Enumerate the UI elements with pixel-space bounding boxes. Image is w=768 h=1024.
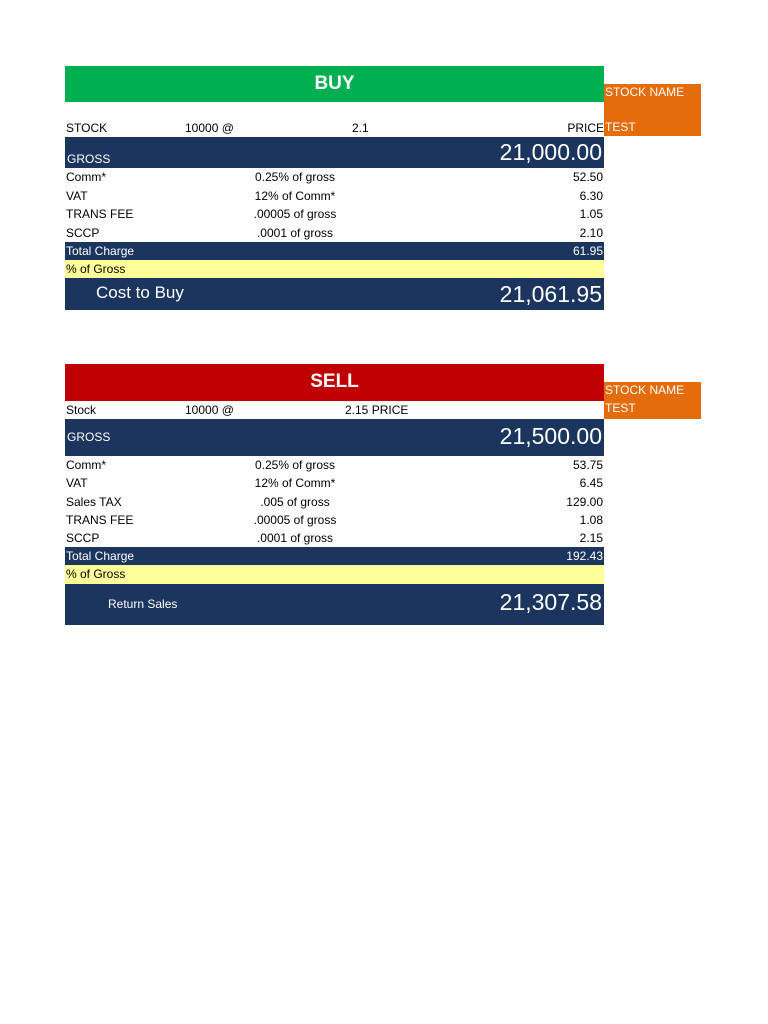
buy-result-label: Cost to Buy xyxy=(96,283,184,302)
buy-price: 2.1 xyxy=(352,121,369,135)
sell-stock-label: Stock xyxy=(66,403,97,417)
sell-price-text: 2.15 PRICE xyxy=(345,403,409,417)
charge-label: VAT xyxy=(66,188,88,203)
buy-gross-label: GROSS xyxy=(67,152,111,166)
buy-percent-label: % of Gross xyxy=(66,262,126,276)
sell-charge-row xyxy=(65,511,604,529)
buy-percent-row xyxy=(65,260,604,278)
sell-result-row xyxy=(65,584,604,625)
buy-charge-row xyxy=(65,224,604,243)
buy-price-label: PRICE xyxy=(567,121,604,135)
sell-percent-label: % of Gross xyxy=(66,567,126,581)
charge-label: Comm* xyxy=(66,170,107,184)
buy-quantity: 10000 @ xyxy=(185,121,234,135)
sell-total-row xyxy=(65,547,604,565)
charge-amount: 2.10 xyxy=(579,225,603,240)
buy-charge-row xyxy=(65,168,604,187)
charge-label: SCCP xyxy=(66,225,100,240)
sell-stock-name-value: TEST xyxy=(605,401,636,415)
charge-label: Comm* xyxy=(66,458,107,472)
charge-rate: 12% of Comm* xyxy=(254,188,336,203)
buy-charge-row xyxy=(65,205,604,224)
buy-stock-name-cell[interactable] xyxy=(604,84,701,136)
charge-amount: 1.05 xyxy=(579,207,603,221)
sell-charge-row xyxy=(65,529,604,547)
buy-total-label: Total Charge xyxy=(66,244,135,258)
buy-result-value: 21,061.95 xyxy=(499,281,602,307)
buy-gross-row xyxy=(65,137,604,168)
buy-header: BUY xyxy=(65,66,604,102)
sell-gross-row xyxy=(65,419,604,456)
sell-header: SELL xyxy=(65,364,604,401)
sell-charge-row xyxy=(65,474,604,492)
sell-gross-label: GROSS xyxy=(67,430,111,444)
charge-label: TRANS FEE xyxy=(66,207,134,221)
charge-amount: 1.08 xyxy=(579,512,603,527)
charge-rate: 12% of Comm* xyxy=(254,476,336,491)
buy-charges-list xyxy=(65,168,604,242)
charge-label: VAT xyxy=(66,476,88,491)
buy-stock-name-value: TEST xyxy=(605,120,636,134)
charge-label: TRANS FEE xyxy=(66,512,134,527)
sell-percent-row xyxy=(65,565,604,584)
sell-total-label: Total Charge xyxy=(66,549,135,563)
charge-rate: .005 of gross xyxy=(260,494,330,509)
charge-rate: 0.25% of gross xyxy=(254,458,336,472)
charge-amount: 53.75 xyxy=(572,458,603,472)
sell-charges-list xyxy=(65,456,604,547)
sell-quantity: 10000 @ xyxy=(185,403,234,417)
sell-gross-value: 21,500.00 xyxy=(499,423,602,449)
buy-charge-row xyxy=(65,187,604,206)
charge-rate: 0.25% of gross xyxy=(254,170,336,184)
charge-amount: 6.45 xyxy=(579,476,603,491)
charge-amount: 2.15 xyxy=(579,531,603,546)
sell-stock-name-label: STOCK NAME xyxy=(605,383,685,397)
charge-rate: .0001 of gross xyxy=(256,531,334,546)
buy-gross-value: 21,000.00 xyxy=(499,139,602,165)
charge-rate: .00005 of gross xyxy=(253,207,337,221)
charge-label: SCCP xyxy=(66,531,100,546)
sell-result-label: Return Sales xyxy=(108,597,178,611)
charge-amount: 129.00 xyxy=(566,494,603,509)
sell-total-value: 192.43 xyxy=(566,549,603,563)
sell-result-value: 21,307.58 xyxy=(499,589,602,615)
buy-total-value: 61.95 xyxy=(572,244,603,258)
charge-amount: 52.50 xyxy=(572,170,603,184)
buy-stock-label: STOCK xyxy=(66,121,108,135)
buy-stock-name-label: STOCK NAME xyxy=(605,85,685,99)
sell-charge-row xyxy=(65,456,604,474)
sell-stock-name-cell[interactable] xyxy=(604,382,701,419)
buy-result-row xyxy=(65,278,604,310)
charge-label: Sales TAX xyxy=(66,494,122,509)
charge-rate: .0001 of gross xyxy=(256,225,334,240)
buy-total-row xyxy=(65,242,604,260)
charge-rate: .00005 of gross xyxy=(253,512,337,527)
sell-charge-row xyxy=(65,493,604,511)
charge-amount: 6.30 xyxy=(579,188,603,203)
